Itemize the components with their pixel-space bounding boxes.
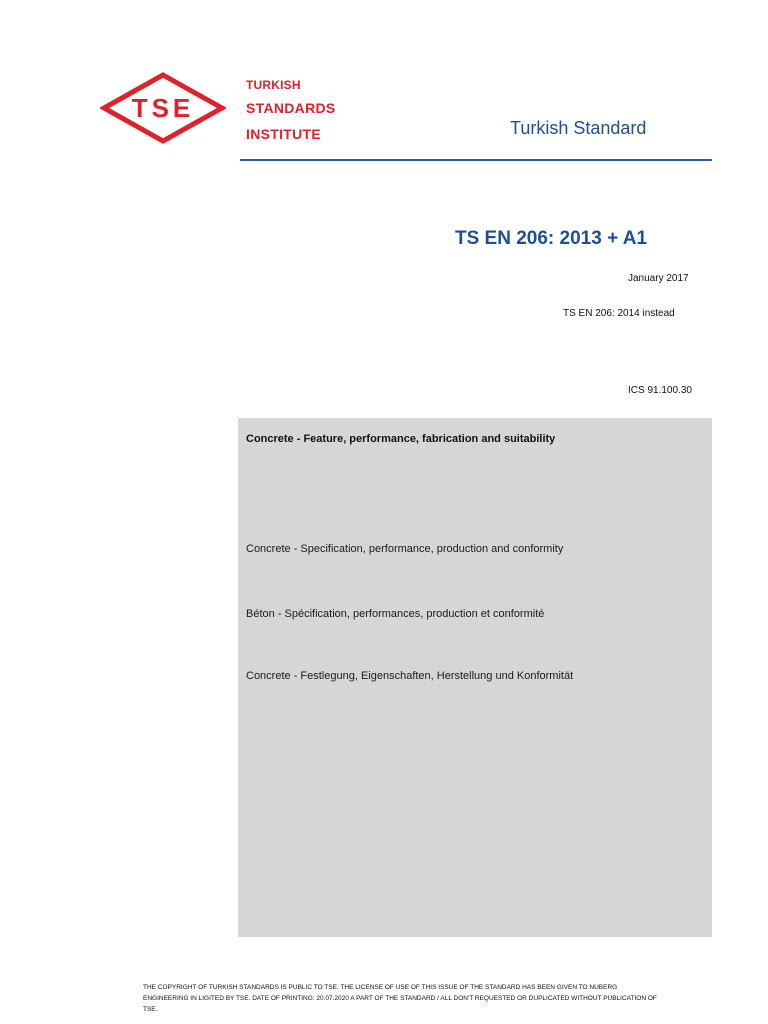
title-french: Béton - Spécification, performances, production et conformité: [246, 608, 545, 620]
institute-line-3: INSTITUTE: [246, 126, 322, 142]
institute-line-1: TURKISH: [246, 78, 301, 92]
tse-logo: [100, 72, 226, 144]
standard-ics: ICS 91.100.30: [628, 385, 692, 396]
title-turkish-translated: Concrete - Feature, performance, fabrication and suitability: [246, 433, 556, 445]
standard-date: January 2017: [628, 273, 689, 284]
tse-logo-text: TSE: [131, 93, 195, 123]
header-title: Turkish Standard: [510, 118, 647, 138]
title-german: Concrete - Festlegung, Eigenschaften, Herstellung und Konformität: [246, 670, 574, 682]
header-divider: [240, 159, 712, 161]
title-english: Concrete - Specification, performance, production and conformity: [246, 543, 564, 555]
copyright-notice: THE COPYRIGHT OF TURKISH STANDARDS IS PUBLIC TO TSE. THE LICENSE OF USE OF THIS ISSUE OF THE STANDARD HAS BEEN GIVEN TO NUBERG ENGINEERING IN LIGITED BY TSE. DATE OF PRINTING: 20.07.2020 A PART OF THE STANDARD / ALL DON'T REQUESTED OR DUPLICATED WITHOUT PUBLICATION OF TSE.: [143, 984, 657, 1013]
standard-replaces: TS EN 206: 2014 instead: [563, 308, 675, 319]
title-box: [238, 418, 712, 937]
institute-line-2: STANDARDS: [246, 100, 336, 116]
standard-number: TS EN 206: 2013 + A1: [455, 228, 648, 249]
